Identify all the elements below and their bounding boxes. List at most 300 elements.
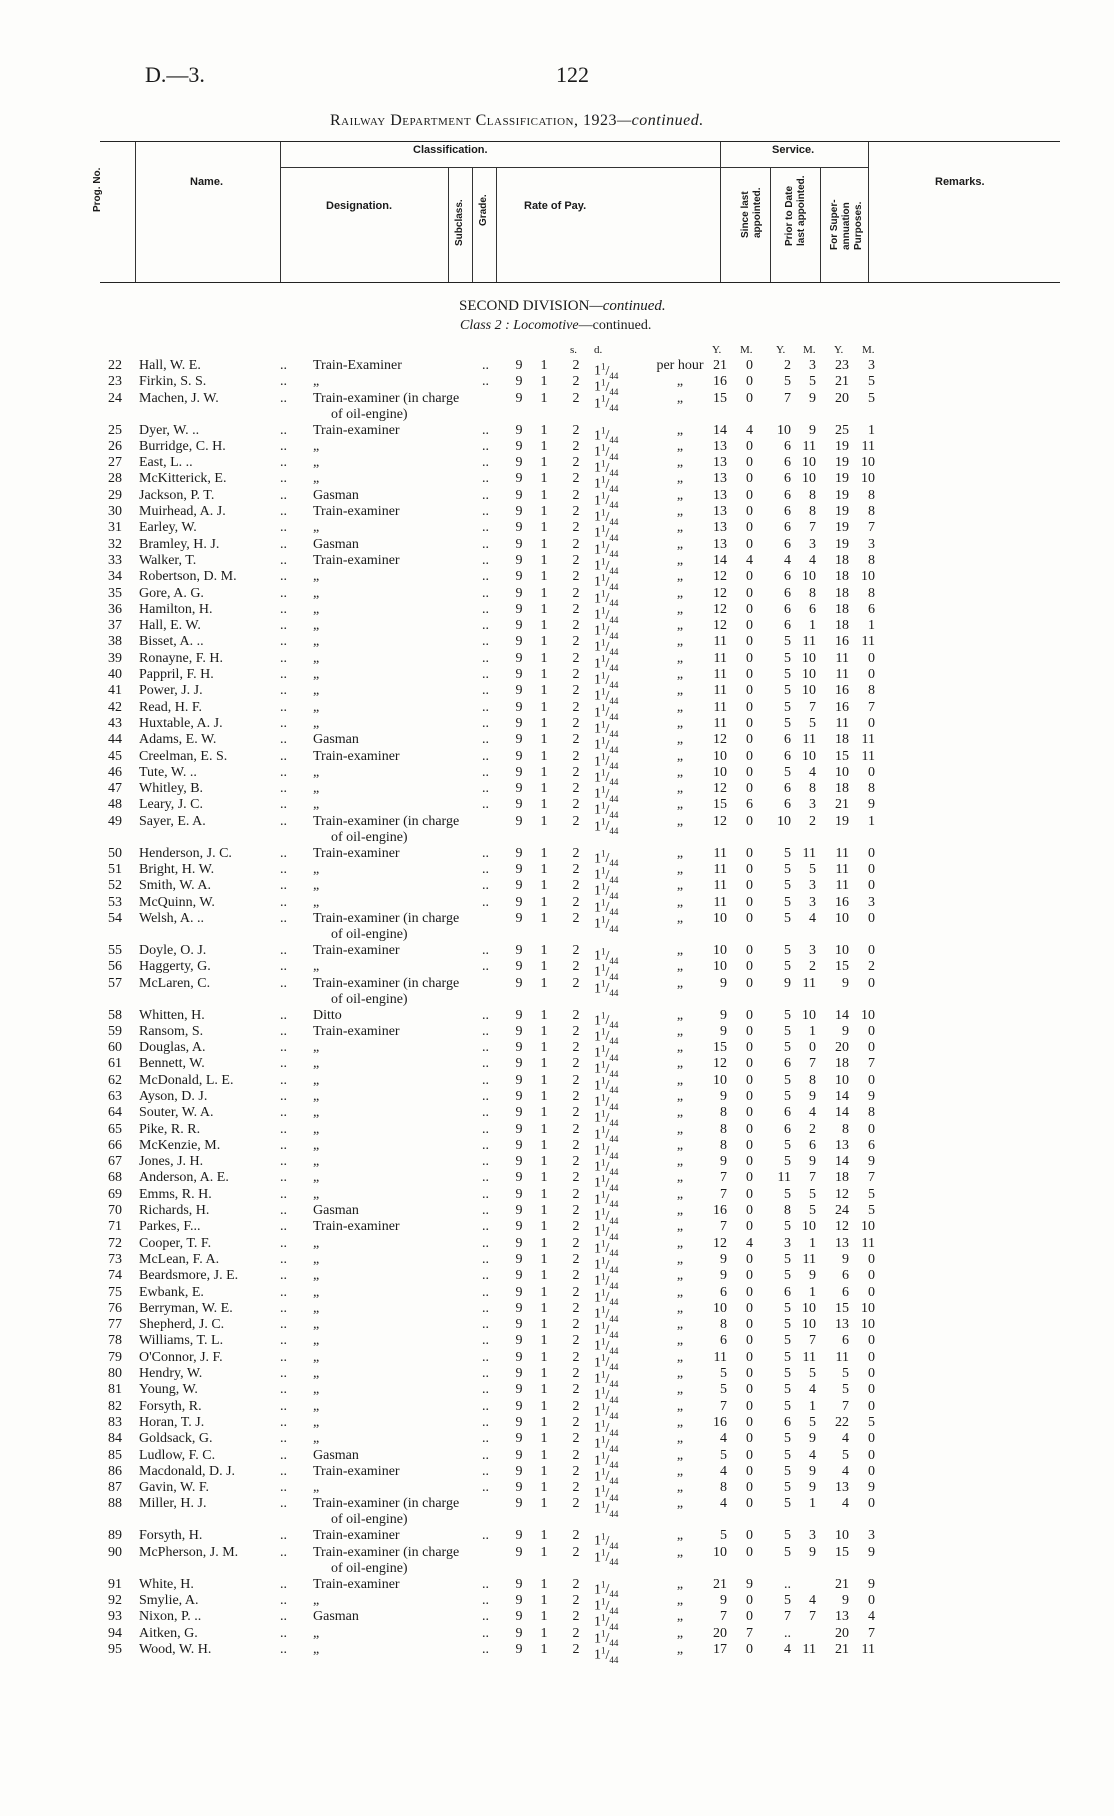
col-designation: Designation. <box>326 200 393 212</box>
pay-pence-fraction: $^1/_{44}$ <box>601 1303 619 1324</box>
subclass: 9 <box>515 1040 523 1056</box>
subclass: 9 <box>515 601 523 617</box>
pay-period: „ <box>676 1072 684 1088</box>
super-months: 10 <box>861 569 875 585</box>
leader-dots: .. <box>280 1251 287 1267</box>
pay-pence-fraction: $^1/_{44}$ <box>601 1434 619 1454</box>
pay-shillings: 2 <box>572 1072 580 1088</box>
prog-no: 93 <box>108 1609 122 1625</box>
super-months: 10 <box>861 1300 875 1316</box>
leader-dots: .. <box>482 1528 489 1544</box>
prior-months: 10 <box>802 471 816 487</box>
pay-pence-whole: 1 <box>594 444 601 460</box>
since-last-years: 8 <box>720 1121 727 1137</box>
prog-no: 27 <box>108 455 122 471</box>
prior-months: 5 <box>809 1366 816 1382</box>
prior-years: 4 <box>784 1641 791 1657</box>
since-last-months: 0 <box>746 1072 753 1088</box>
pay-shillings: 2 <box>572 1431 580 1447</box>
designation <box>313 1626 319 1642</box>
since-last-years: 8 <box>720 1137 727 1153</box>
grade: 1 <box>540 358 548 373</box>
grade: 1 <box>540 585 548 601</box>
grade: 1 <box>540 634 548 650</box>
employee-name: Ronayne, F. H. <box>139 650 224 666</box>
super-months: 7 <box>868 1056 875 1072</box>
super-years: 13 <box>835 1235 849 1251</box>
designation-line: Ditto <box>313 1007 342 1023</box>
designation <box>313 1593 319 1609</box>
table-row <box>0 764 1114 788</box>
designation-line: „ <box>313 1186 320 1202</box>
table-row <box>0 618 1114 641</box>
employee-name: McKenzie, M. <box>139 1137 221 1153</box>
subclass: 9 <box>515 1300 523 1316</box>
table-row <box>0 1268 1114 1291</box>
unit-m2: M. <box>803 344 816 356</box>
pay-pence-fraction: $^1/_{44}$ <box>601 1644 619 1665</box>
prog-no: 45 <box>108 748 122 764</box>
leader-dots: .. <box>280 1007 287 1023</box>
leader-dots: .. <box>280 683 287 699</box>
prior-months: 6 <box>809 601 816 617</box>
prior-years: 5 <box>784 374 791 390</box>
employee-name: Aitken, G. <box>139 1625 198 1641</box>
pay-pence-fraction: $^1/_{44}$ <box>601 735 619 755</box>
super-months: 0 <box>868 1496 875 1512</box>
employee-name: Creelman, E. S. <box>139 748 228 764</box>
pay-pence-fraction: $^1/_{44}$ <box>601 718 619 739</box>
subclass: 9 <box>515 455 523 471</box>
grade: 1 <box>540 1496 548 1512</box>
prog-no: 87 <box>108 1480 122 1496</box>
pay-shillings: 2 <box>572 894 580 910</box>
leader-dots: .. <box>280 455 287 471</box>
leader-dots: .. <box>280 487 287 503</box>
prior-months: 5 <box>809 1186 816 1202</box>
grade: 1 <box>540 845 548 861</box>
table-row <box>0 1576 1114 1600</box>
pay-period: „ <box>676 1625 684 1641</box>
table-row <box>0 1137 1114 1161</box>
pay-pence-fraction: $^1/_{44}$ <box>601 507 619 527</box>
since-last-years: 13 <box>713 504 727 520</box>
super-months: 9 <box>868 1088 875 1104</box>
pay-pence-fraction: $^1/_{44}$ <box>601 441 619 462</box>
designation <box>313 846 400 862</box>
super-months: 10 <box>861 1007 875 1023</box>
employee-name: McDonald, L. E. <box>139 1072 234 1088</box>
designation-line: „ <box>313 1284 320 1300</box>
pay-pence-whole: 1 <box>594 477 601 493</box>
prior-months: 3 <box>809 942 816 958</box>
grade: 1 <box>540 910 548 926</box>
pay-pence-fraction: $^1/_{44}$ <box>601 1385 619 1405</box>
designation-line: „ <box>313 862 320 878</box>
pay-pence-whole: 1 <box>594 1045 601 1061</box>
leader-dots: .. <box>280 1641 287 1657</box>
prog-no: 94 <box>108 1625 122 1641</box>
grade: 1 <box>540 1235 548 1251</box>
table-row <box>0 504 1114 527</box>
prior-years: 7 <box>784 1609 791 1625</box>
subclass: 9 <box>515 471 523 487</box>
pay-pence-whole: 1 <box>594 1143 601 1159</box>
pay-period: „ <box>676 1219 684 1235</box>
subclass: 9 <box>515 1398 523 1414</box>
prior-years: 6 <box>784 569 791 585</box>
super-months: 0 <box>868 845 875 861</box>
leader-dots: .. <box>482 1333 489 1349</box>
super-months: 0 <box>868 1251 875 1267</box>
super-years: 10 <box>835 1528 849 1544</box>
pay-pence-whole: 1 <box>594 851 601 867</box>
pay-pence-fraction: $^1/_{44}$ <box>601 881 619 901</box>
designation <box>313 586 319 602</box>
leader-dots: .. <box>482 471 489 487</box>
leader-dots: .. <box>280 438 287 454</box>
super-years: 9 <box>842 1023 849 1039</box>
pay-pence-whole: 1 <box>594 607 601 623</box>
prog-no: 72 <box>108 1235 122 1251</box>
designation-line: „ <box>313 471 320 487</box>
table-row <box>0 1528 1114 1551</box>
since-last-months: 4 <box>746 422 753 438</box>
pay-shillings: 2 <box>572 1154 580 1170</box>
pay-shillings: 2 <box>572 1593 580 1608</box>
since-last-years: 13 <box>713 471 727 487</box>
leader-dots: .. <box>482 1121 489 1137</box>
unit-y2: Y. <box>776 344 786 356</box>
leader-dots: .. <box>280 422 287 438</box>
unit-m3: M. <box>862 344 875 356</box>
prog-no: 67 <box>108 1154 122 1170</box>
pay-shillings: 2 <box>572 1349 580 1365</box>
since-last-months: 0 <box>746 1447 753 1463</box>
leader-dots: .. <box>482 1105 489 1121</box>
pay-pence-fraction: $^1/_{44}$ <box>601 555 619 576</box>
subclass: 9 <box>515 1186 523 1202</box>
pay-period: „ <box>676 683 684 699</box>
since-last-years: 11 <box>713 667 727 683</box>
prior-years: 5 <box>784 1544 791 1560</box>
employee-name: McLean, F. A. <box>139 1251 220 1267</box>
designation <box>313 1642 319 1658</box>
pay-pence-fraction: $^1/_{44}$ <box>601 1466 619 1487</box>
pay-shillings: 2 <box>572 569 580 585</box>
pay-shillings: 2 <box>572 1268 580 1284</box>
since-last-years: 11 <box>713 878 727 894</box>
super-months: 0 <box>868 942 875 958</box>
employee-name: Henderson, J. C. <box>139 845 232 861</box>
prior-years: 5 <box>784 894 791 910</box>
since-last-months: 0 <box>746 1333 753 1349</box>
since-last-years: 11 <box>713 894 727 910</box>
super-years: 16 <box>835 683 849 699</box>
grade: 1 <box>540 1528 548 1544</box>
prog-no: 74 <box>108 1268 122 1284</box>
leader-dots: .. <box>482 634 489 650</box>
since-last-months: 0 <box>746 1300 753 1316</box>
employee-name: McLaren, C. <box>139 975 211 991</box>
leader-dots: .. <box>482 942 489 958</box>
designation-line: Train-examiner <box>313 942 400 958</box>
leader-dots: .. <box>280 650 287 666</box>
super-months: 8 <box>868 781 875 797</box>
grade: 1 <box>540 569 548 585</box>
leader-dots: .. <box>482 1023 489 1039</box>
leader-dots: .. <box>280 1154 287 1170</box>
leader-dots: .. <box>482 1382 489 1398</box>
pay-shillings: 2 <box>572 1480 580 1496</box>
super-months: 1 <box>868 422 875 438</box>
leader-dots: .. <box>280 715 287 731</box>
prior-years: 5 <box>784 699 791 715</box>
since-last-years: 9 <box>720 1593 727 1608</box>
designation-line: „ <box>313 1593 320 1608</box>
grade: 1 <box>540 683 548 699</box>
since-last-months: 0 <box>746 959 753 975</box>
table-row <box>0 1609 1114 1632</box>
pay-period: per hour <box>656 358 704 373</box>
designation-line: „ <box>313 634 320 650</box>
prior-years: 6 <box>784 781 791 797</box>
col-name: Name. <box>190 176 224 188</box>
prior-months: 2 <box>809 959 816 975</box>
pay-pence-whole: 1 <box>594 1550 601 1566</box>
super-years: 23 <box>835 358 849 373</box>
prior-years: 5 <box>784 1186 791 1202</box>
pay-period: „ <box>676 438 684 454</box>
prog-no: 48 <box>108 797 122 813</box>
pay-shillings: 2 <box>572 1496 580 1512</box>
grade: 1 <box>540 1203 548 1219</box>
pay-pence-whole: 1 <box>594 1387 601 1403</box>
super-years: 18 <box>835 552 849 568</box>
prior-years: 6 <box>784 618 791 634</box>
prior-years: 11 <box>777 1170 791 1186</box>
super-months: 7 <box>868 1170 875 1186</box>
designation-line: Train-examiner <box>313 845 400 861</box>
since-last-months: 0 <box>746 1317 753 1333</box>
pay-pence-fraction: $^1/_{44}$ <box>601 377 619 397</box>
table-row <box>0 1170 1114 1193</box>
pay-pence-whole: 1 <box>594 1094 601 1110</box>
since-last-months: 0 <box>746 650 753 666</box>
designation-line: Train-examiner <box>313 1219 400 1235</box>
leader-dots: .. <box>280 764 287 780</box>
prior-years: 6 <box>784 601 791 617</box>
designation <box>313 1480 319 1496</box>
leader-dots: .. <box>482 1447 489 1463</box>
leader-dots: .. <box>482 455 489 471</box>
pay-pence-fraction: $^1/_{44}$ <box>601 751 619 771</box>
leader-dots: .. <box>482 358 489 373</box>
designation <box>313 1496 459 1528</box>
super-years: 9 <box>842 975 849 991</box>
leader-dots: .. <box>482 1366 489 1382</box>
employee-name: Adams, E. W. <box>139 732 217 748</box>
designation <box>313 1431 319 1447</box>
grade: 1 <box>540 1284 548 1300</box>
super-months: 0 <box>868 975 875 991</box>
prog-no: 69 <box>108 1186 122 1202</box>
prior-months: 10 <box>802 1219 816 1235</box>
since-last-years: 12 <box>713 618 727 634</box>
pay-pence-whole: 1 <box>594 964 601 980</box>
since-last-years: 9 <box>720 1251 727 1267</box>
pay-period: „ <box>676 1317 684 1333</box>
designation <box>313 943 400 959</box>
pay-pence-fraction: $^1/_{44}$ <box>601 1026 619 1047</box>
subclass: 9 <box>515 1235 523 1251</box>
leader-dots: .. <box>482 487 489 503</box>
prior-months: 10 <box>802 1317 816 1333</box>
designation-line: „ <box>313 1056 320 1072</box>
since-last-years: 5 <box>720 1528 727 1544</box>
grade: 1 <box>540 732 548 748</box>
pay-shillings: 2 <box>572 1609 580 1625</box>
designation-line: „ <box>313 764 320 780</box>
designation-line: Train-examiner <box>313 422 400 438</box>
prior-years: 6 <box>784 438 791 454</box>
super-years: 11 <box>835 715 849 731</box>
pay-shillings: 2 <box>572 422 580 438</box>
designation <box>313 520 319 536</box>
super-months: 0 <box>868 1349 875 1365</box>
designation-line: Train-examiner <box>313 1528 400 1544</box>
designation-line: Train-examiner <box>313 1463 400 1479</box>
since-last-months: 0 <box>746 1349 753 1365</box>
prior-years: 5 <box>784 1251 791 1267</box>
since-last-months: 0 <box>746 1609 753 1625</box>
designation <box>313 1219 400 1235</box>
designation-line: „ <box>313 650 320 666</box>
subclass: 9 <box>515 438 523 454</box>
prog-no: 52 <box>108 878 122 894</box>
leader-dots: .. <box>280 699 287 715</box>
designation-line: Train-examiner (in charge <box>313 390 460 406</box>
prior-years: 5 <box>784 1023 791 1039</box>
pay-shillings: 2 <box>572 1121 580 1137</box>
designation-line: „ <box>313 1121 320 1137</box>
prog-no: 81 <box>108 1382 122 1398</box>
subclass: 9 <box>515 1170 523 1186</box>
employee-table <box>0 358 1114 1665</box>
grade: 1 <box>540 1398 548 1414</box>
prior-months: 10 <box>802 1007 816 1023</box>
leader-dots: .. <box>482 1609 489 1625</box>
prior-years: 6 <box>784 1284 791 1300</box>
subclass: 9 <box>515 1447 523 1463</box>
employee-name: Pike, R. R. <box>139 1121 201 1137</box>
prior-years: 5 <box>784 1317 791 1333</box>
leader-dots: .. <box>280 634 287 650</box>
subclass: 9 <box>515 1317 523 1333</box>
prog-no: 38 <box>108 634 122 650</box>
employee-name: Richards, H. <box>139 1203 210 1219</box>
grade: 1 <box>540 471 548 487</box>
since-last-months: 0 <box>746 618 753 634</box>
since-last-years: 13 <box>713 455 727 471</box>
designation-line: „ <box>313 585 320 601</box>
designation <box>313 1382 319 1398</box>
since-last-months: 0 <box>746 1203 753 1219</box>
pay-pence-fraction: $^1/_{44}$ <box>601 1091 619 1112</box>
grade: 1 <box>540 1007 548 1023</box>
pay-pence <box>594 1496 618 1521</box>
prior-months: 10 <box>802 455 816 471</box>
table-row <box>0 748 1114 771</box>
col-classification: Classification. <box>413 144 488 156</box>
since-last-years: 4 <box>720 1431 727 1447</box>
since-last-years: 11 <box>713 683 727 699</box>
super-years: 11 <box>835 1349 849 1365</box>
since-last-years: 5 <box>720 1447 727 1463</box>
pay-pence-fraction: $^1/_{44}$ <box>601 1628 619 1649</box>
prog-no: 49 <box>108 813 122 829</box>
subclass: 9 <box>515 634 523 650</box>
since-last-years: 13 <box>713 487 727 503</box>
employee-name: McKitterick, E. <box>139 471 227 487</box>
prior-years: 5 <box>784 650 791 666</box>
designation <box>313 1089 319 1105</box>
designation <box>313 797 319 813</box>
designation-line: Train-examiner (in charge <box>313 813 460 829</box>
leader-dots: .. <box>280 1235 287 1251</box>
leader-dots: .. <box>482 748 489 764</box>
super-months: 0 <box>868 1447 875 1463</box>
subclass: 9 <box>515 650 523 666</box>
since-last-years: 7 <box>720 1398 727 1414</box>
pay-pence-fraction: $^1/_{44}$ <box>601 1579 619 1600</box>
prog-no: 25 <box>108 422 122 438</box>
leader-dots: .. <box>482 520 489 536</box>
subclass: 9 <box>515 699 523 715</box>
grade: 1 <box>540 1219 548 1235</box>
super-years: 19 <box>835 504 849 520</box>
grade: 1 <box>540 781 548 797</box>
leader-dots: .. <box>280 1431 287 1447</box>
leader-dots: .. <box>482 504 489 520</box>
page-title-text: Railway Department Classification, 1923 <box>330 112 617 129</box>
prog-no: 54 <box>108 910 122 926</box>
prior-months: 4 <box>809 1382 816 1398</box>
since-last-months: 0 <box>746 1641 753 1657</box>
leader-dots: .. <box>482 894 489 910</box>
prog-no: 63 <box>108 1088 122 1104</box>
pay-shillings: 2 <box>572 910 580 926</box>
employee-name: Forsyth, H. <box>139 1528 203 1544</box>
pay-period: „ <box>676 1593 684 1608</box>
pay-pence-fraction: $^1/_{44}$ <box>601 1157 619 1177</box>
pay-pence-whole: 1 <box>594 770 601 786</box>
prior-months: 0 <box>809 1040 816 1056</box>
employee-name: Horan, T. J. <box>139 1414 205 1430</box>
super-months: 0 <box>868 1463 875 1479</box>
super-months: 10 <box>861 471 875 487</box>
grade: 1 <box>540 552 548 568</box>
prior-months: 8 <box>809 585 816 601</box>
designation-line-2: of oil-engine) <box>331 1512 408 1528</box>
prior-months: 9 <box>809 1431 816 1447</box>
since-last-years: 11 <box>713 845 727 861</box>
pay-pence-whole: 1 <box>594 948 601 964</box>
since-last-months: 7 <box>746 1625 753 1641</box>
prior-years: 5 <box>784 1333 791 1349</box>
pay-pence-whole: 1 <box>594 916 601 932</box>
pay-shillings: 2 <box>572 1544 580 1560</box>
